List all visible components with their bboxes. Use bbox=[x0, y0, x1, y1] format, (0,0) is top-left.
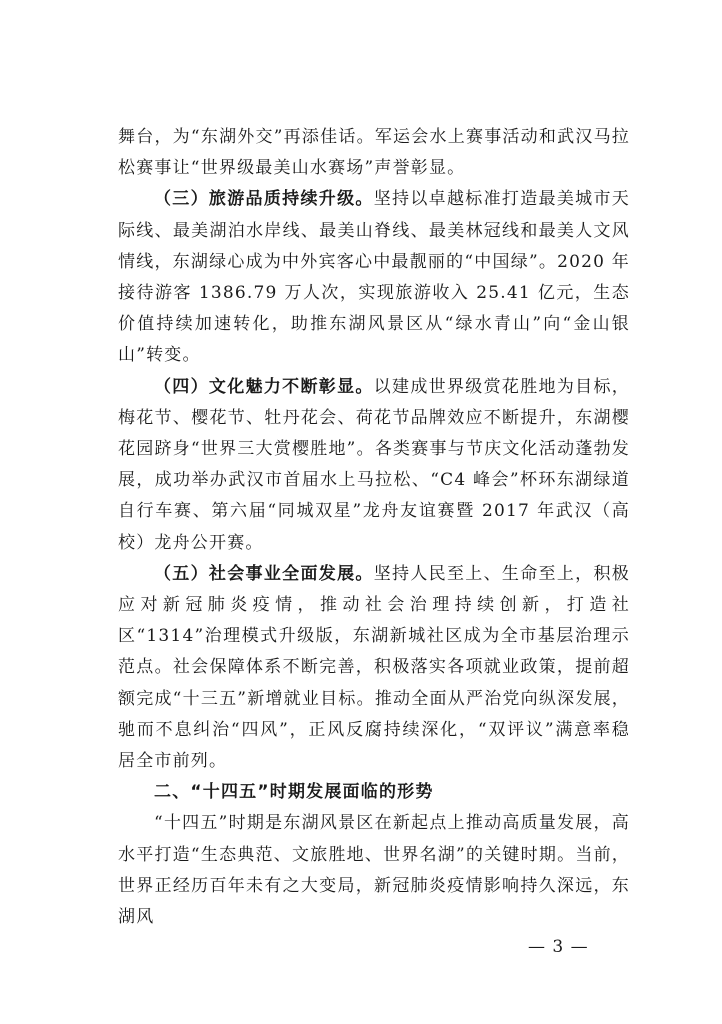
paragraph-outlook: “十四五”时期是东湖风景区在新起点上推动高质量发展，高水平打造“生态典范、文旅胜地、世界名湖”的关键时期。当前，世界正经历百年未有之大变局，新冠肺炎疫情影响持久深远，东湖风 bbox=[118, 813, 630, 928]
paragraph-social bbox=[118, 559, 630, 777]
paragraph-body: 舞台，为“东湖外交”再添佳话。军运会水上赛事活动和武汉马拉松赛事让“世界级最美山水赛场”声誉彰显。 bbox=[118, 127, 630, 179]
paragraph-lead: （五）社会事业全面发展。 bbox=[154, 563, 374, 584]
paragraph-tourism bbox=[118, 184, 630, 371]
section-heading: 二、“十四五”时期发展面临的形势 bbox=[154, 782, 434, 803]
paragraph-continuation bbox=[118, 122, 630, 184]
paragraph-lead: （四）文化魅力不断彰显。 bbox=[154, 376, 374, 397]
page-number: — 3 — bbox=[528, 937, 589, 957]
paragraph-body: 坚持人民至上、生命至上，积极应对新冠肺炎疫情，推动社会治理持续创新，打造社区“1314”治理模式升级版，东湖新城社区成为全市基层治理示范点。社会保障体系不断完善，积极落实各项就业政策，提前超额完成“十三五”新增就业目标。推动全面从严治党向纵深发展，驰而不息纠治“四风”，正风反腐持续深化，“双评议”满意率稳居全市前列。 bbox=[118, 563, 630, 772]
paragraph-lead: （三）旅游品质持续升级。 bbox=[154, 189, 374, 210]
document-page bbox=[118, 122, 630, 933]
paragraph-body: 以建成世界级赏花胜地为目标，梅花节、樱花节、牡丹花会、荷花节品牌效应不断提升，东湖樱花园跻身“世界三大赏樱胜地”。各类赛事与节庆文化活动蓬勃发展，成功举办武汉市首届水上马拉松、“C4 峰会”杯环东湖绿道自行车赛、第六届“同城双星”龙舟友谊赛暨 2017 年武汉（高校）龙舟公开赛。 bbox=[118, 376, 630, 553]
paragraph-culture bbox=[118, 372, 630, 559]
paragraph-body: 坚持以卓越标准打造最美城市天际线、最美湖泊水岸线、最美山脊线、最美林冠线和最美人文风情线，东湖绿心成为中外宾客心中最靓丽的“中国绿”。2020 年接待游客 1386.79 万人次，实现旅游收入 25.41 亿元，生态价值持续加速转化，助推东湖风景区从“绿水青山”向“金山银山”转变。 bbox=[118, 189, 630, 366]
